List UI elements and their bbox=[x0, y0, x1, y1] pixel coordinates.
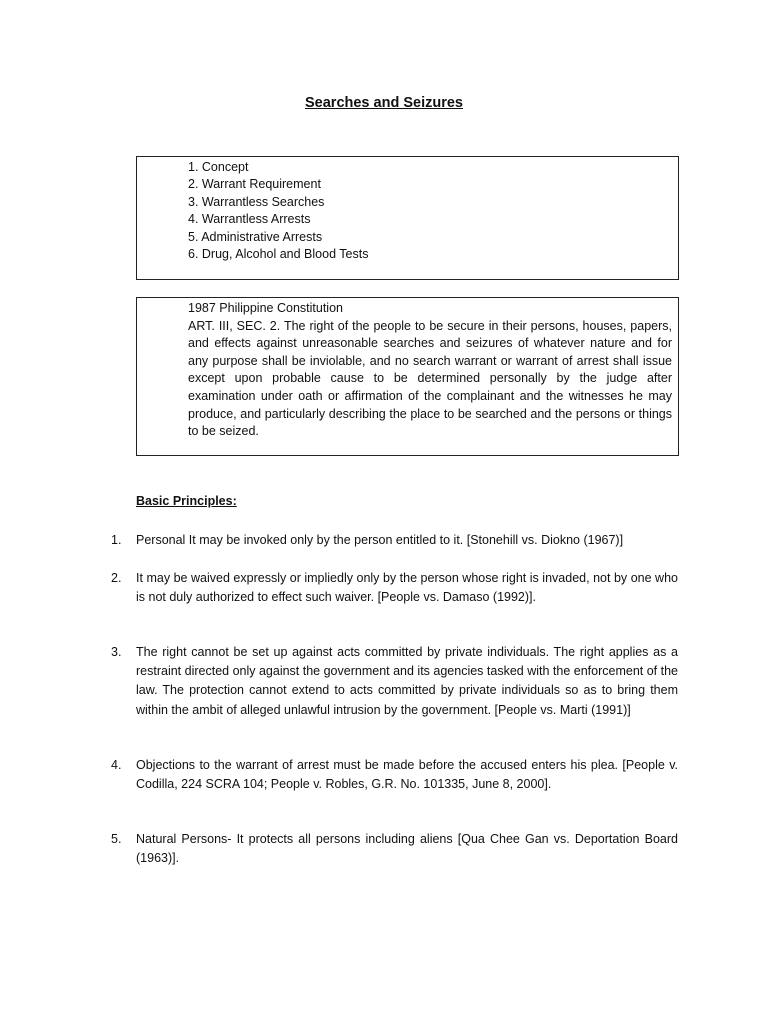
principle-text: It may be waived expressly or impliedly only by the person whose right is invaded, not by one who is not duly authorized to effect such waiver. [People vs. Damaso (1992)]. bbox=[136, 571, 678, 605]
principle-number: 2. bbox=[111, 571, 122, 585]
principles-heading: Basic Principles: bbox=[136, 494, 237, 508]
principle-item bbox=[111, 643, 678, 720]
outline-box bbox=[136, 156, 679, 280]
principle-number: 1. bbox=[111, 533, 122, 547]
principle-item bbox=[111, 531, 678, 550]
principle-text: Natural Persons- It protects all persons including aliens [Qua Chee Gan vs. Deportation Board (1963)]. bbox=[136, 832, 678, 866]
principle-text: Objections to the warrant of arrest must be made before the accused enters his plea. [People v. Codilla, 224 SCRA 104; People v. Robles, G.R. No. 101335, June 8, 2000]. bbox=[136, 758, 678, 792]
principle-text: The right cannot be set up against acts committed by private individuals. The right applies as a restraint directed only against the government and its agencies tasked with the enforcement of the law. The protection cannot extend to acts committed by private individuals so as to bring them within the ambit of alleged unlawful intrusion by the government. [People vs. Marti (1991)] bbox=[136, 645, 678, 717]
principle-number: 4. bbox=[111, 758, 122, 772]
constitution-heading: 1987 Philippine Constitution bbox=[188, 301, 343, 315]
outline-item: 2. Warrant Requirement bbox=[188, 177, 321, 192]
principle-number: 5. bbox=[111, 832, 122, 846]
outline-list bbox=[188, 159, 368, 263]
outline-item: 1. Concept bbox=[188, 160, 249, 174]
constitution-body: ART. III, SEC. 2. The right of the people to be secure in their persons, houses, papers, and effects against unreasonable searches and seizures of whatever nature and for any purpose shall be inviolable, and no search warrant or warrant of arrest shall issue except upon probable cause to be determined personally by the judge after examination under oath or affirmation of the complainant and the witnesses he may produce, and particularly describing the place to be searched and the persons or things to be seized. bbox=[188, 318, 672, 439]
constitution-box bbox=[136, 297, 679, 456]
principle-number: 3. bbox=[111, 645, 122, 659]
principle-item bbox=[111, 569, 678, 607]
outline-item: 3. Warrantless Searches bbox=[188, 194, 325, 209]
document-title: Searches and Seizures bbox=[305, 95, 463, 111]
outline-item: 5. Administrative Arrests bbox=[188, 229, 323, 244]
constitution-text bbox=[188, 300, 672, 441]
outline-item: 6. Drug, Alcohol and Blood Tests bbox=[188, 247, 369, 262]
principle-item bbox=[111, 756, 678, 794]
principle-item bbox=[111, 830, 678, 868]
outline-item: 4. Warrantless Arrests bbox=[188, 212, 311, 227]
principle-text: Personal It may be invoked only by the person entitled to it. [Stonehill vs. Diokno (1967)] bbox=[136, 533, 624, 547]
